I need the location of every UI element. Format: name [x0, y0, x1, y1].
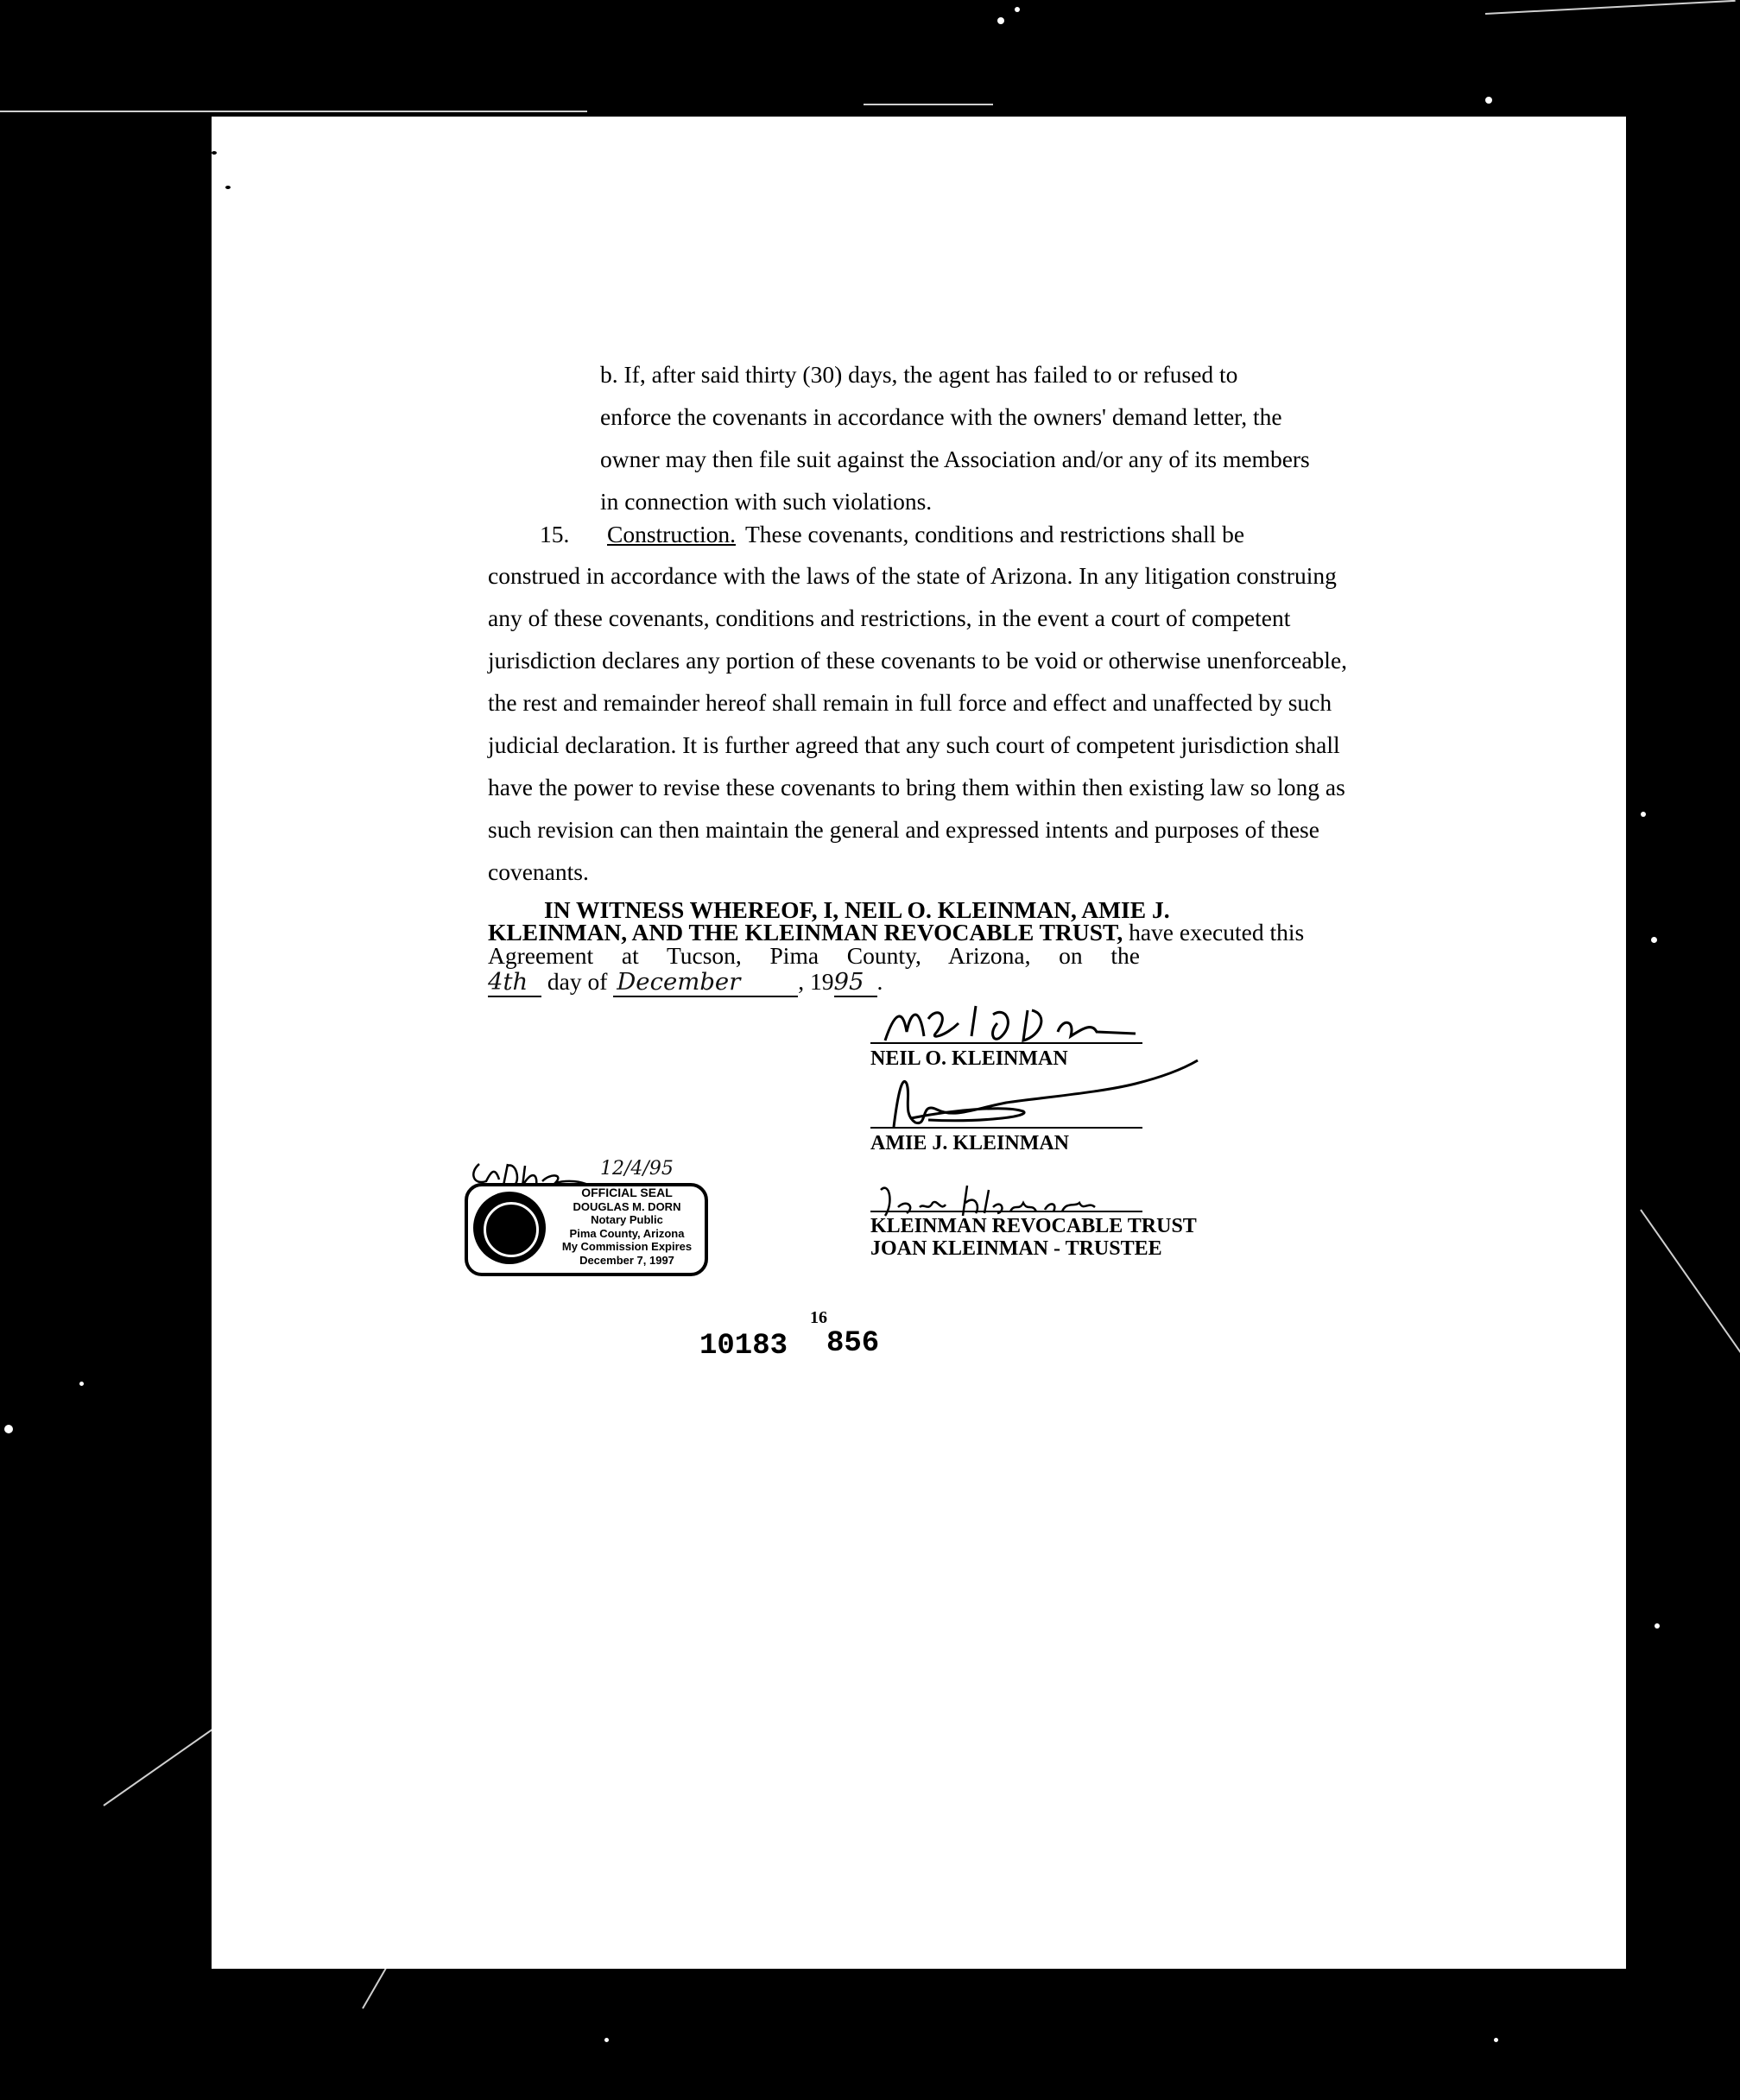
- recording-page-number: 856: [826, 1327, 880, 1360]
- stamp-line: DOUGLAS M. DORN: [573, 1199, 681, 1213]
- official-seal-stamp: [465, 1183, 708, 1276]
- signer-title: JOAN KLEINMAN - TRUSTEE: [870, 1237, 1162, 1260]
- section-line: These covenants, conditions and restrictions shall be: [745, 521, 1245, 547]
- signature-scribble: [876, 997, 1153, 1049]
- witness-line: IN WITNESS WHEREOF, I, NEIL O. KLEINMAN, AMIE J.: [544, 896, 1170, 923]
- stamp-line: Pima County, Arizona: [569, 1226, 685, 1240]
- end-period: .: [876, 968, 883, 995]
- year-prefix: , 19: [798, 968, 834, 995]
- recording-book-number: 10183: [699, 1330, 788, 1363]
- month-field: December: [613, 968, 798, 997]
- signature-scribble: [872, 1177, 1131, 1220]
- section-line: covenants.: [488, 858, 589, 885]
- section-line: any of these covenants, conditions and restrictions, in the event a court of competent: [488, 604, 1291, 631]
- page-number: 16: [810, 1308, 827, 1327]
- day-label: day of: [547, 968, 608, 995]
- section-line: construed in accordance with the laws of the state of Arizona. In any litigation construing: [488, 562, 1337, 589]
- signer-name: NEIL O. KLEINMAN: [870, 1047, 1068, 1070]
- witness-line: have executed this: [1129, 919, 1305, 946]
- paragraph-b-line: enforce the covenants in accordance with the owners' demand letter, the: [600, 403, 1282, 430]
- day-field: 4th: [488, 968, 541, 997]
- section-line: such revision can then maintain the general and expressed intents and purposes of these: [488, 816, 1319, 843]
- paragraph-b-line: in connection with such violations.: [600, 488, 933, 515]
- stamp-line: My Commission Expires: [561, 1240, 693, 1253]
- stamp-line: OFFICIAL SEAL: [581, 1186, 673, 1199]
- stamp-line: Notary Public: [591, 1213, 663, 1226]
- state-seal-emblem: [473, 1192, 546, 1264]
- section-line: jurisdiction declares any portion of these covenants to be void or otherwise unenforceable,: [488, 647, 1348, 674]
- section-line: judicial declaration. It is further agreed that any such court of competent jurisdiction shall: [488, 731, 1340, 758]
- year-field: 95: [834, 968, 877, 997]
- signer-name: KLEINMAN REVOCABLE TRUST: [870, 1215, 1197, 1237]
- signature-scribble: [876, 1058, 1205, 1135]
- section-line: have the power to revise these covenants to bring them within then existing law so long as: [488, 774, 1345, 800]
- notary-date: 12/4/95: [600, 1158, 674, 1180]
- document-page: [212, 117, 1626, 1969]
- paragraph-b-line: b. If, after said thirty (30) days, the agent has failed to or refused to: [600, 361, 1238, 388]
- paragraph-b: [600, 353, 1310, 522]
- paragraph-b-line: owner may then file suit against the Association and/or any of its members: [600, 446, 1310, 472]
- section-number: 15.: [540, 521, 570, 547]
- section-line: the rest and remainder hereof shall remain in full force and effect and unaffected by such: [488, 689, 1332, 716]
- section-heading: Construction.: [607, 521, 736, 547]
- witness-parties: KLEINMAN, AND THE KLEINMAN REVOCABLE TRUST,: [488, 919, 1123, 946]
- signer-name: AMIE J. KLEINMAN: [870, 1132, 1070, 1154]
- witness-line: Agreement at Tucson, Pima County, Arizona, on the: [488, 942, 1140, 969]
- stamp-line: December 7, 1997: [579, 1253, 674, 1267]
